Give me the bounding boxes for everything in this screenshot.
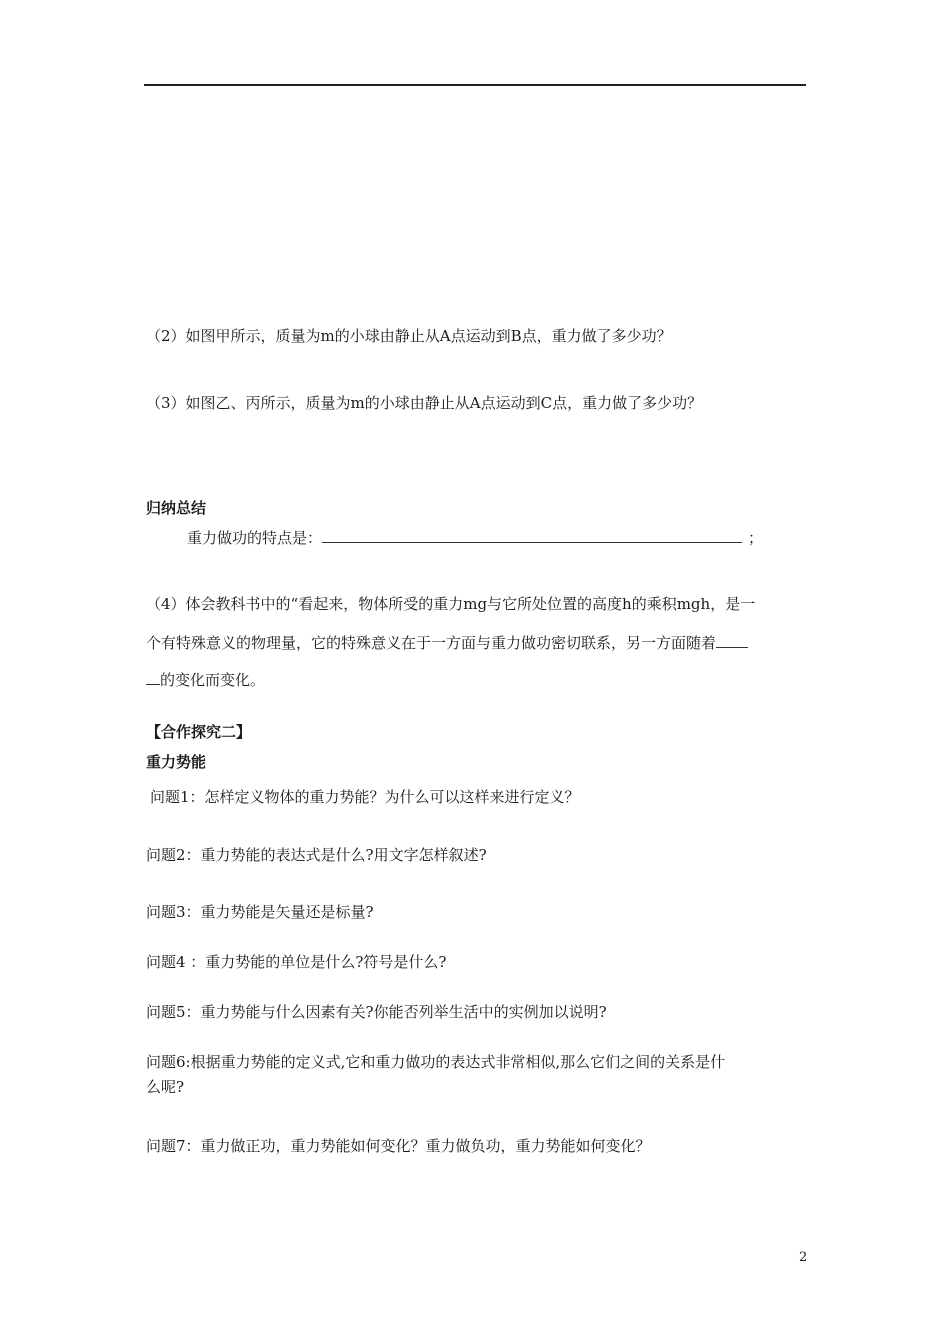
question-3: （3）如图乙、丙所示，质量为m的小球由静止从A点运动到C点，重力做了多少功？	[146, 394, 703, 412]
question-item-6-line-2: 么呢?	[146, 1078, 185, 1096]
q4-blank-part-1[interactable]	[716, 633, 748, 648]
q4-line2-text: 个有特殊意义的物理量，它的特殊意义在于一方面与重力做功密切联系，另一方面随着	[146, 634, 717, 652]
summary-end: ；	[748, 529, 764, 547]
summary-blank[interactable]	[322, 528, 742, 543]
question-4-line-1: （4）体会教科书中的“看起来，物体所受的重力mg与它所处位置的高度h的乘积mgh，是一	[146, 595, 756, 613]
header-rule	[144, 84, 806, 86]
question-item-1: 问题1：怎样定义物体的重力势能？为什么可以这样来进行定义？	[150, 788, 580, 806]
question-item-3: 问题3：重力势能是矢量还是标量?	[146, 903, 374, 921]
page-number: 2	[799, 1250, 808, 1265]
question-item-5: 问题5：重力势能与什么因素有关?你能否列举生活中的实例加以说明?	[146, 1003, 607, 1021]
q4-line3-text: 的变化而变化。	[160, 671, 266, 689]
summary-line	[187, 528, 763, 548]
question-item-2: 问题2：重力势能的表达式是什么?用文字怎样叙述?	[146, 846, 487, 864]
section-2-subtitle: 重力势能	[146, 753, 207, 771]
question-item-7: 问题7：重力做正功，重力势能如何变化？重力做负功，重力势能如何变化？	[146, 1137, 651, 1155]
question-4-line-2	[146, 633, 748, 653]
q4-blank-part-2[interactable]	[146, 670, 160, 685]
summary-prompt: 重力做功的特点是：	[187, 529, 323, 547]
section-2-title: 【合作探究二】	[146, 723, 252, 741]
summary-heading: 归纳总结	[146, 499, 207, 517]
question-2: （2）如图甲所示，质量为m的小球由静止从A点运动到B点，重力做了多少功？	[146, 327, 672, 345]
question-4-line-3	[146, 670, 265, 690]
question-item-4: 问题4 ：重力势能的单位是什么?符号是什么?	[146, 953, 447, 971]
question-item-6-line-1: 问题6:根据重力势能的定义式,它和重力做功的表达式非常相似,那么它们之间的关系是什	[146, 1053, 726, 1071]
